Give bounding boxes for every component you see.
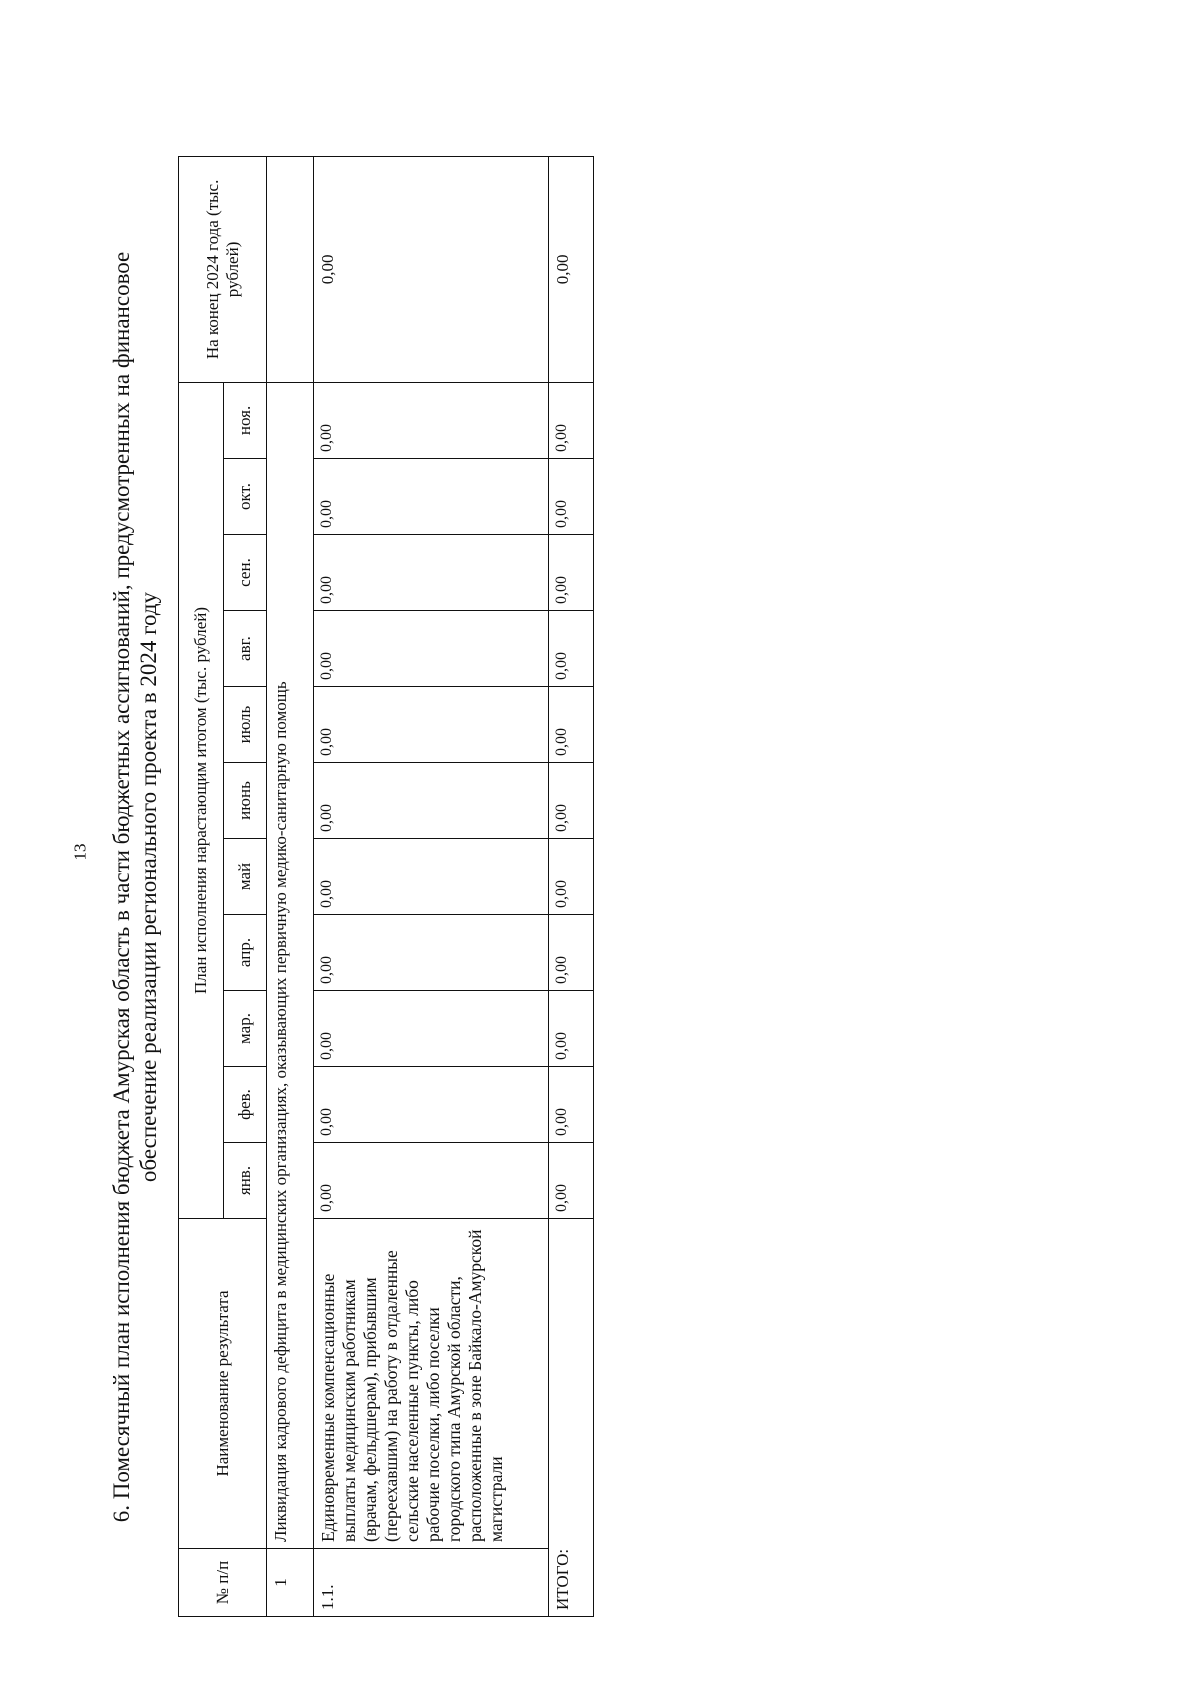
document-title <box>108 157 162 1617</box>
total-month-value: 0,00 <box>549 1143 594 1219</box>
header-month: янв. <box>224 1143 267 1219</box>
row-month-value: 0,00 <box>314 611 549 687</box>
table-row <box>314 156 549 1616</box>
row-result-name: Единовременные компенсационные выплаты медицинским работникам (врачам, фельдшерам), прибывшим (переехавшим) на работу в отдаленные сельские населенные пункты, либо рабочие поселки, либо поселки городского типа Амурской области, расположенные в зоне Байкало-Амурской магистрали <box>314 1219 549 1549</box>
header-month: июль <box>224 687 267 763</box>
row-month-value: 0,00 <box>314 1143 549 1219</box>
row-month-value: 0,00 <box>314 991 549 1067</box>
header-result-name: Наименование результата <box>179 1219 267 1549</box>
header-month: фев. <box>224 1067 267 1143</box>
total-month-value: 0,00 <box>549 915 594 991</box>
row-month-value: 0,00 <box>314 459 549 535</box>
section-row <box>267 156 314 1616</box>
section-number: 1 <box>267 1549 314 1617</box>
row-month-value: 0,00 <box>314 915 549 991</box>
total-month-value: 0,00 <box>549 687 594 763</box>
total-month-value: 0,00 <box>549 459 594 535</box>
total-month-value: 0,00 <box>549 382 594 458</box>
total-month-value: 0,00 <box>549 535 594 611</box>
header-end-of-year: На конец 2024 года (тыс. рублей) <box>179 156 267 382</box>
title-line-2: обеспечение реализации регионального проекта в 2024 году <box>136 591 161 1183</box>
header-number: № п/п <box>179 1549 267 1617</box>
header-month: ноя. <box>224 382 267 458</box>
row-month-value: 0,00 <box>314 382 549 458</box>
row-month-value: 0,00 <box>314 687 549 763</box>
total-month-value: 0,00 <box>549 1067 594 1143</box>
row-end-value: 0,00 <box>314 156 549 382</box>
total-label: ИТОГО: <box>549 1219 594 1617</box>
total-month-value: 0,00 <box>549 839 594 915</box>
total-month-value: 0,00 <box>549 991 594 1067</box>
header-month: сен. <box>224 535 267 611</box>
total-row <box>549 156 594 1616</box>
section-empty-cell <box>267 156 314 382</box>
header-month: май <box>224 839 267 915</box>
row-month-value: 0,00 <box>314 839 549 915</box>
total-month-value: 0,00 <box>549 763 594 839</box>
page-number: 13 <box>70 843 90 861</box>
header-month: авг. <box>224 611 267 687</box>
header-month: окт. <box>224 459 267 535</box>
row-number: 1.1. <box>314 1549 549 1617</box>
total-month-value: 0,00 <box>549 611 594 687</box>
total-end-value: 0,00 <box>549 156 594 382</box>
section-title: Ликвидация кадрового дефицита в медицинских организациях, оказывающих первичную медико-санитарную помощь <box>267 382 314 1548</box>
title-line-1: 6. Помесячный план исполнения бюджета Амурская область в части бюджетных ассигнований, предусмотренных на финансовое <box>109 251 134 1523</box>
header-month: мар. <box>224 991 267 1067</box>
row-month-value: 0,00 <box>314 1067 549 1143</box>
header-month: июнь <box>224 763 267 839</box>
row-month-value: 0,00 <box>314 535 549 611</box>
landscape-page <box>108 87 1048 1627</box>
header-plan: План исполнения нарастающим итогом (тыс. рублей) <box>179 382 224 1218</box>
row-month-value: 0,00 <box>314 763 549 839</box>
budget-plan-table <box>178 156 594 1617</box>
header-month: апр. <box>224 915 267 991</box>
